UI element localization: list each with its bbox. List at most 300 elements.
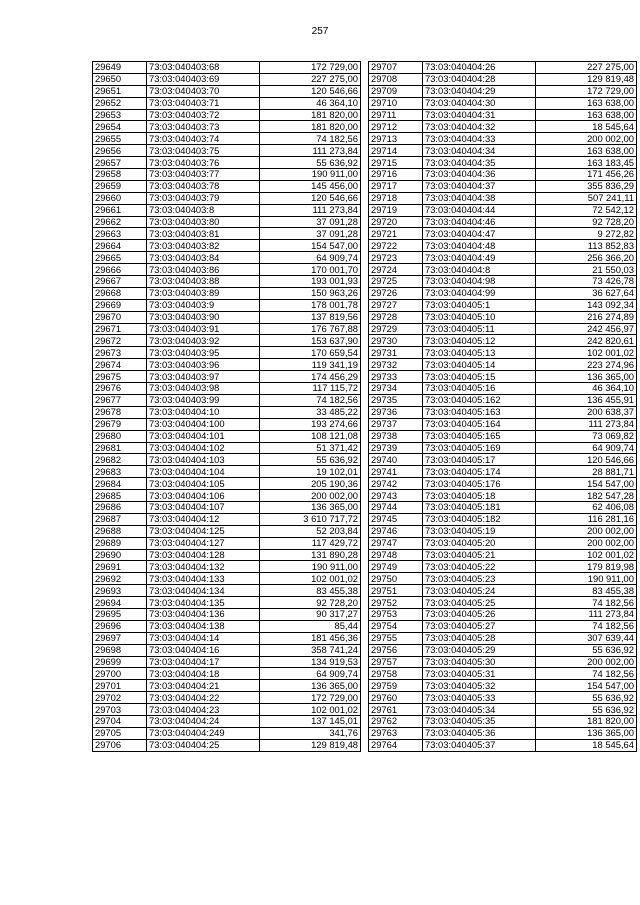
table-row bbox=[93, 668, 361, 680]
row-number: 29673 bbox=[93, 347, 147, 359]
table-row bbox=[369, 727, 637, 739]
cadastral-value: 74 182,56 bbox=[536, 668, 637, 680]
row-number: 29660 bbox=[93, 192, 147, 204]
cadastral-value: 64 909,74 bbox=[536, 442, 637, 454]
cadastral-value: 73 426,78 bbox=[536, 276, 637, 288]
cadastral-number: 73:03:040405:12 bbox=[423, 335, 536, 347]
cadastral-value: 73 069,82 bbox=[536, 430, 637, 442]
table-row bbox=[369, 418, 637, 430]
cadastral-number: 73:03:040404:125 bbox=[147, 525, 260, 537]
cadastral-value: 33 485,22 bbox=[260, 406, 361, 418]
cadastral-number: 73:03:040405:28 bbox=[423, 632, 536, 644]
row-number: 29654 bbox=[93, 121, 147, 133]
row-number: 29721 bbox=[369, 228, 423, 240]
row-number: 29703 bbox=[93, 704, 147, 716]
cadastral-number: 73:03:040405:174 bbox=[423, 466, 536, 478]
cadastral-value: 341,76 bbox=[260, 727, 361, 739]
row-number: 29651 bbox=[93, 85, 147, 97]
cadastral-value: 64 909,74 bbox=[260, 252, 361, 264]
cadastral-number: 73:03:040403:75 bbox=[147, 145, 260, 157]
table-row bbox=[93, 359, 361, 371]
table-row bbox=[369, 335, 637, 347]
row-number: 29711 bbox=[369, 109, 423, 121]
table-row bbox=[369, 121, 637, 133]
table-row bbox=[369, 73, 637, 85]
cadastral-value: 137 145,01 bbox=[260, 715, 361, 727]
row-number: 29684 bbox=[93, 478, 147, 490]
table-row bbox=[369, 264, 637, 276]
table-row bbox=[369, 287, 637, 299]
row-number: 29740 bbox=[369, 454, 423, 466]
cadastral-number: 73:03:040405:19 bbox=[423, 525, 536, 537]
row-number: 29695 bbox=[93, 608, 147, 620]
table-row bbox=[93, 585, 361, 597]
row-number: 29730 bbox=[369, 335, 423, 347]
cadastral-number: 73:03:040405:11 bbox=[423, 323, 536, 335]
cadastral-value: 200 002,00 bbox=[260, 490, 361, 502]
row-number: 29702 bbox=[93, 692, 147, 704]
row-number: 29750 bbox=[369, 573, 423, 585]
cadastral-number: 73:03:040404:47 bbox=[423, 228, 536, 240]
cadastral-value: 170 001,70 bbox=[260, 264, 361, 276]
row-number: 29674 bbox=[93, 359, 147, 371]
table-row bbox=[369, 228, 637, 240]
table-row bbox=[369, 632, 637, 644]
cadastral-value: 163 638,00 bbox=[536, 109, 637, 121]
cadastral-number: 73:03:040403:88 bbox=[147, 276, 260, 288]
cadastral-value: 200 002,00 bbox=[536, 133, 637, 145]
row-number: 29655 bbox=[93, 133, 147, 145]
cadastral-value: 129 819,48 bbox=[260, 739, 361, 751]
row-number: 29756 bbox=[369, 644, 423, 656]
table-row bbox=[93, 454, 361, 466]
row-number: 29689 bbox=[93, 537, 147, 549]
cadastral-number: 73:03:040403:90 bbox=[147, 311, 260, 323]
table-row bbox=[93, 85, 361, 97]
row-number: 29743 bbox=[369, 490, 423, 502]
cadastral-number: 73:03:040403:99 bbox=[147, 394, 260, 406]
cadastral-number: 73:03:040405:163 bbox=[423, 406, 536, 418]
table-row bbox=[93, 715, 361, 727]
table-row bbox=[93, 442, 361, 454]
row-number: 29758 bbox=[369, 668, 423, 680]
cadastral-number: 73:03:040404:102 bbox=[147, 442, 260, 454]
table-row bbox=[369, 585, 637, 597]
cadastral-number: 73:03:040403:76 bbox=[147, 157, 260, 169]
cadastral-value: 108 121,08 bbox=[260, 430, 361, 442]
cadastral-value: 227 275,00 bbox=[260, 73, 361, 85]
cadastral-number: 73:03:040405:22 bbox=[423, 561, 536, 573]
cadastral-value: 120 546,66 bbox=[260, 85, 361, 97]
cadastral-value: 113 852,83 bbox=[536, 240, 637, 252]
cadastral-value: 190 911,00 bbox=[260, 169, 361, 181]
row-number: 29682 bbox=[93, 454, 147, 466]
cadastral-value: 116 281,16 bbox=[536, 513, 637, 525]
cadastral-number: 73:03:040404:107 bbox=[147, 501, 260, 513]
cadastral-number: 73:03:040404:32 bbox=[423, 121, 536, 133]
row-number: 29742 bbox=[369, 478, 423, 490]
cadastral-number: 73:03:040404:26 bbox=[423, 62, 536, 74]
cadastral-value: 55 636,92 bbox=[260, 157, 361, 169]
table-row bbox=[369, 406, 637, 418]
cadastral-number: 73:03:040405:182 bbox=[423, 513, 536, 525]
row-number: 29708 bbox=[369, 73, 423, 85]
cadastral-value: 36 627,64 bbox=[536, 287, 637, 299]
cadastral-value: 102 001,02 bbox=[536, 347, 637, 359]
cadastral-value: 3 610 717,72 bbox=[260, 513, 361, 525]
cadastral-number: 73:03:040405:16 bbox=[423, 383, 536, 395]
row-number: 29710 bbox=[369, 97, 423, 109]
row-number: 29759 bbox=[369, 680, 423, 692]
table-row bbox=[93, 608, 361, 620]
cadastral-value: 190 911,00 bbox=[536, 573, 637, 585]
cadastral-value: 18 545,64 bbox=[536, 121, 637, 133]
table-row bbox=[93, 430, 361, 442]
cadastral-number: 73:03:040403:80 bbox=[147, 216, 260, 228]
table-row bbox=[93, 180, 361, 192]
table-row bbox=[93, 335, 361, 347]
row-number: 29685 bbox=[93, 490, 147, 502]
row-number: 29666 bbox=[93, 264, 147, 276]
cadastral-number: 73:03:040404:136 bbox=[147, 608, 260, 620]
row-number: 29668 bbox=[93, 287, 147, 299]
row-number: 29672 bbox=[93, 335, 147, 347]
row-number: 29693 bbox=[93, 585, 147, 597]
row-number: 29675 bbox=[93, 371, 147, 383]
cadastral-value: 182 547,28 bbox=[536, 490, 637, 502]
cadastral-value: 46 364,10 bbox=[260, 97, 361, 109]
row-number: 29755 bbox=[369, 632, 423, 644]
cadastral-number: 73:03:040405:27 bbox=[423, 620, 536, 632]
cadastral-number: 73:03:040403:79 bbox=[147, 192, 260, 204]
cadastral-number: 73:03:040404:105 bbox=[147, 478, 260, 490]
cadastral-number: 73:03:040405:24 bbox=[423, 585, 536, 597]
cadastral-number: 73:03:040404:138 bbox=[147, 620, 260, 632]
cadastral-number: 73:03:040403:86 bbox=[147, 264, 260, 276]
row-number: 29663 bbox=[93, 228, 147, 240]
table-row bbox=[369, 371, 637, 383]
row-number: 29723 bbox=[369, 252, 423, 264]
row-number: 29686 bbox=[93, 501, 147, 513]
table-row bbox=[93, 466, 361, 478]
cadastral-number: 73:03:040405:181 bbox=[423, 501, 536, 513]
table-row bbox=[369, 347, 637, 359]
cadastral-number: 73:03:040404:46 bbox=[423, 216, 536, 228]
cadastral-value: 111 273,84 bbox=[536, 608, 637, 620]
cadastral-value: 92 728,20 bbox=[536, 216, 637, 228]
row-number: 29760 bbox=[369, 692, 423, 704]
cadastral-value: 85,44 bbox=[260, 620, 361, 632]
cadastral-number: 73:03:040405:176 bbox=[423, 478, 536, 490]
row-number: 29757 bbox=[369, 656, 423, 668]
cadastral-value: 74 182,56 bbox=[260, 133, 361, 145]
cadastral-number: 73:03:040404:104 bbox=[147, 466, 260, 478]
cadastral-value: 21 550,03 bbox=[536, 264, 637, 276]
table-row bbox=[93, 121, 361, 133]
cadastral-value: 145 456,00 bbox=[260, 180, 361, 192]
cadastral-value: 355 836,29 bbox=[536, 180, 637, 192]
table-row bbox=[369, 311, 637, 323]
cadastral-number: 73:03:040403:82 bbox=[147, 240, 260, 252]
row-number: 29687 bbox=[93, 513, 147, 525]
row-number: 29761 bbox=[369, 704, 423, 716]
cadastral-value: 178 001,78 bbox=[260, 299, 361, 311]
row-number: 29722 bbox=[369, 240, 423, 252]
row-number: 29678 bbox=[93, 406, 147, 418]
cadastral-number: 73:03:040403:98 bbox=[147, 383, 260, 395]
table-row bbox=[369, 501, 637, 513]
cadastral-number: 73:03:040403:81 bbox=[147, 228, 260, 240]
cadastral-number: 73:03:040404:38 bbox=[423, 192, 536, 204]
cadastral-number: 73:03:040403:97 bbox=[147, 371, 260, 383]
cadastral-number: 73:03:040405:20 bbox=[423, 537, 536, 549]
cadastral-number: 73:03:040404:28 bbox=[423, 73, 536, 85]
table-row bbox=[369, 252, 637, 264]
row-number: 29715 bbox=[369, 157, 423, 169]
cadastral-value: 92 728,20 bbox=[260, 597, 361, 609]
table-row bbox=[93, 549, 361, 561]
cadastral-number: 73:03:040403:92 bbox=[147, 335, 260, 347]
row-number: 29676 bbox=[93, 383, 147, 395]
cadastral-value: 242 820,61 bbox=[536, 335, 637, 347]
row-number: 29749 bbox=[369, 561, 423, 573]
row-number: 29653 bbox=[93, 109, 147, 121]
cadastral-number: 73:03:040404:249 bbox=[147, 727, 260, 739]
table-row bbox=[93, 418, 361, 430]
row-number: 29712 bbox=[369, 121, 423, 133]
row-number: 29738 bbox=[369, 430, 423, 442]
row-number: 29665 bbox=[93, 252, 147, 264]
cadastral-value: 51 371,42 bbox=[260, 442, 361, 454]
cadastral-value: 102 001,02 bbox=[260, 704, 361, 716]
row-number: 29735 bbox=[369, 394, 423, 406]
table-row bbox=[93, 680, 361, 692]
table-row bbox=[93, 145, 361, 157]
row-number: 29753 bbox=[369, 608, 423, 620]
cadastral-value: 181 820,00 bbox=[260, 109, 361, 121]
row-number: 29650 bbox=[93, 73, 147, 85]
table-row bbox=[369, 573, 637, 585]
cadastral-number: 73:03:040404:8 bbox=[423, 264, 536, 276]
cadastral-number: 73:03:040403:78 bbox=[147, 180, 260, 192]
cadastral-table-right bbox=[368, 61, 637, 752]
cadastral-value: 18 545,64 bbox=[536, 739, 637, 751]
cadastral-number: 73:03:040403:95 bbox=[147, 347, 260, 359]
row-number: 29737 bbox=[369, 418, 423, 430]
row-number: 29688 bbox=[93, 525, 147, 537]
cadastral-value: 19 102,01 bbox=[260, 466, 361, 478]
cadastral-number: 73:03:040403:96 bbox=[147, 359, 260, 371]
cadastral-value: 172 729,00 bbox=[260, 62, 361, 74]
table-row bbox=[93, 109, 361, 121]
table-row bbox=[93, 513, 361, 525]
row-number: 29692 bbox=[93, 573, 147, 585]
cadastral-number: 73:03:040405:164 bbox=[423, 418, 536, 430]
table-row bbox=[369, 192, 637, 204]
cadastral-value: 137 819,56 bbox=[260, 311, 361, 323]
table-row bbox=[93, 323, 361, 335]
cadastral-value: 200 002,00 bbox=[536, 525, 637, 537]
row-number: 29652 bbox=[93, 97, 147, 109]
table-row bbox=[369, 478, 637, 490]
cadastral-number: 73:03:040403:84 bbox=[147, 252, 260, 264]
cadastral-value: 111 273,84 bbox=[260, 145, 361, 157]
cadastral-value: 37 091,28 bbox=[260, 228, 361, 240]
row-number: 29657 bbox=[93, 157, 147, 169]
table-row bbox=[369, 133, 637, 145]
cadastral-number: 73:03:040405:25 bbox=[423, 597, 536, 609]
table-row bbox=[369, 597, 637, 609]
cadastral-number: 73:03:040405:165 bbox=[423, 430, 536, 442]
cadastral-value: 136 365,00 bbox=[536, 371, 637, 383]
cadastral-value: 154 547,00 bbox=[536, 478, 637, 490]
row-number: 29713 bbox=[369, 133, 423, 145]
table-row bbox=[369, 680, 637, 692]
row-number: 29649 bbox=[93, 62, 147, 74]
cadastral-number: 73:03:040405:14 bbox=[423, 359, 536, 371]
row-number: 29729 bbox=[369, 323, 423, 335]
table-row bbox=[93, 561, 361, 573]
row-number: 29698 bbox=[93, 644, 147, 656]
cadastral-value: 62 406,08 bbox=[536, 501, 637, 513]
table-row bbox=[93, 727, 361, 739]
cadastral-number: 73:03:040405:34 bbox=[423, 704, 536, 716]
table-row bbox=[369, 383, 637, 395]
table-row bbox=[93, 276, 361, 288]
row-number: 29763 bbox=[369, 727, 423, 739]
cadastral-number: 73:03:040404:44 bbox=[423, 204, 536, 216]
row-number: 29709 bbox=[369, 85, 423, 97]
table-row bbox=[369, 466, 637, 478]
cadastral-number: 73:03:040404:106 bbox=[147, 490, 260, 502]
row-number: 29728 bbox=[369, 311, 423, 323]
table-row bbox=[369, 549, 637, 561]
cadastral-value: 129 819,48 bbox=[536, 73, 637, 85]
cadastral-number: 73:03:040405:18 bbox=[423, 490, 536, 502]
row-number: 29667 bbox=[93, 276, 147, 288]
row-number: 29734 bbox=[369, 383, 423, 395]
cadastral-number: 73:03:040404:48 bbox=[423, 240, 536, 252]
cadastral-number: 73:03:040404:128 bbox=[147, 549, 260, 561]
cadastral-number: 73:03:040404:133 bbox=[147, 573, 260, 585]
row-number: 29670 bbox=[93, 311, 147, 323]
row-number: 29732 bbox=[369, 359, 423, 371]
cadastral-number: 73:03:040404:132 bbox=[147, 561, 260, 573]
cadastral-number: 73:03:040404:31 bbox=[423, 109, 536, 121]
table-row bbox=[93, 252, 361, 264]
row-number: 29691 bbox=[93, 561, 147, 573]
cadastral-value: 307 639,44 bbox=[536, 632, 637, 644]
cadastral-number: 73:03:040403:9 bbox=[147, 299, 260, 311]
table-row bbox=[93, 133, 361, 145]
cadastral-number: 73:03:040404:37 bbox=[423, 180, 536, 192]
row-number: 29661 bbox=[93, 204, 147, 216]
cadastral-value: 111 273,84 bbox=[536, 418, 637, 430]
cadastral-number: 73:03:040403:71 bbox=[147, 97, 260, 109]
cadastral-value: 242 456,97 bbox=[536, 323, 637, 335]
cadastral-value: 28 881,71 bbox=[536, 466, 637, 478]
table-row bbox=[369, 454, 637, 466]
row-number: 29701 bbox=[93, 680, 147, 692]
cadastral-value: 181 820,00 bbox=[260, 121, 361, 133]
row-number: 29664 bbox=[93, 240, 147, 252]
table-row bbox=[93, 240, 361, 252]
table-row bbox=[369, 145, 637, 157]
cadastral-number: 73:03:040405:30 bbox=[423, 656, 536, 668]
cadastral-value: 55 636,92 bbox=[536, 704, 637, 716]
table-row bbox=[369, 204, 637, 216]
cadastral-value: 358 741,24 bbox=[260, 644, 361, 656]
table-row bbox=[369, 323, 637, 335]
cadastral-number: 73:03:040404:14 bbox=[147, 632, 260, 644]
cadastral-number: 73:03:040403:72 bbox=[147, 109, 260, 121]
cadastral-number: 73:03:040405:162 bbox=[423, 394, 536, 406]
cadastral-value: 136 455,91 bbox=[536, 394, 637, 406]
row-number: 29745 bbox=[369, 513, 423, 525]
table-row bbox=[93, 97, 361, 109]
table-row bbox=[93, 62, 361, 74]
cadastral-number: 73:03:040404:35 bbox=[423, 157, 536, 169]
table-row bbox=[369, 157, 637, 169]
table-row bbox=[93, 597, 361, 609]
cadastral-value: 181 456,36 bbox=[260, 632, 361, 644]
cadastral-value: 507 241,11 bbox=[536, 192, 637, 204]
cadastral-number: 73:03:040405:23 bbox=[423, 573, 536, 585]
cadastral-value: 46 364,10 bbox=[536, 383, 637, 395]
row-number: 29744 bbox=[369, 501, 423, 513]
cadastral-number: 73:03:040405:17 bbox=[423, 454, 536, 466]
row-number: 29706 bbox=[93, 739, 147, 751]
cadastral-number: 73:03:040404:101 bbox=[147, 430, 260, 442]
row-number: 29681 bbox=[93, 442, 147, 454]
row-number: 29714 bbox=[369, 145, 423, 157]
cadastral-value: 37 091,28 bbox=[260, 216, 361, 228]
table-row bbox=[369, 513, 637, 525]
cadastral-number: 73:03:040405:37 bbox=[423, 739, 536, 751]
cadastral-value: 163 638,00 bbox=[536, 97, 637, 109]
cadastral-value: 83 455,38 bbox=[260, 585, 361, 597]
row-number: 29751 bbox=[369, 585, 423, 597]
cadastral-value: 90 317,27 bbox=[260, 608, 361, 620]
table-row bbox=[93, 216, 361, 228]
table-row bbox=[369, 656, 637, 668]
table-row bbox=[93, 394, 361, 406]
table-row bbox=[369, 608, 637, 620]
cadastral-number: 73:03:040405:1 bbox=[423, 299, 536, 311]
cadastral-value: 111 273,84 bbox=[260, 204, 361, 216]
cadastral-value: 223 274,96 bbox=[536, 359, 637, 371]
table-row bbox=[93, 490, 361, 502]
table-row bbox=[369, 537, 637, 549]
table-row bbox=[369, 692, 637, 704]
cadastral-number: 73:03:040403:89 bbox=[147, 287, 260, 299]
cadastral-value: 55 636,92 bbox=[536, 644, 637, 656]
row-number: 29656 bbox=[93, 145, 147, 157]
row-number: 29697 bbox=[93, 632, 147, 644]
cadastral-number: 73:03:040405:29 bbox=[423, 644, 536, 656]
row-number: 29680 bbox=[93, 430, 147, 442]
table-row bbox=[369, 85, 637, 97]
cadastral-number: 73:03:040404:16 bbox=[147, 644, 260, 656]
cadastral-number: 73:03:040405:169 bbox=[423, 442, 536, 454]
cadastral-value: 176 767,88 bbox=[260, 323, 361, 335]
row-number: 29679 bbox=[93, 418, 147, 430]
table-row bbox=[93, 478, 361, 490]
table-row bbox=[93, 656, 361, 668]
table-row bbox=[369, 359, 637, 371]
row-number: 29716 bbox=[369, 169, 423, 181]
cadastral-number: 73:03:040405:36 bbox=[423, 727, 536, 739]
